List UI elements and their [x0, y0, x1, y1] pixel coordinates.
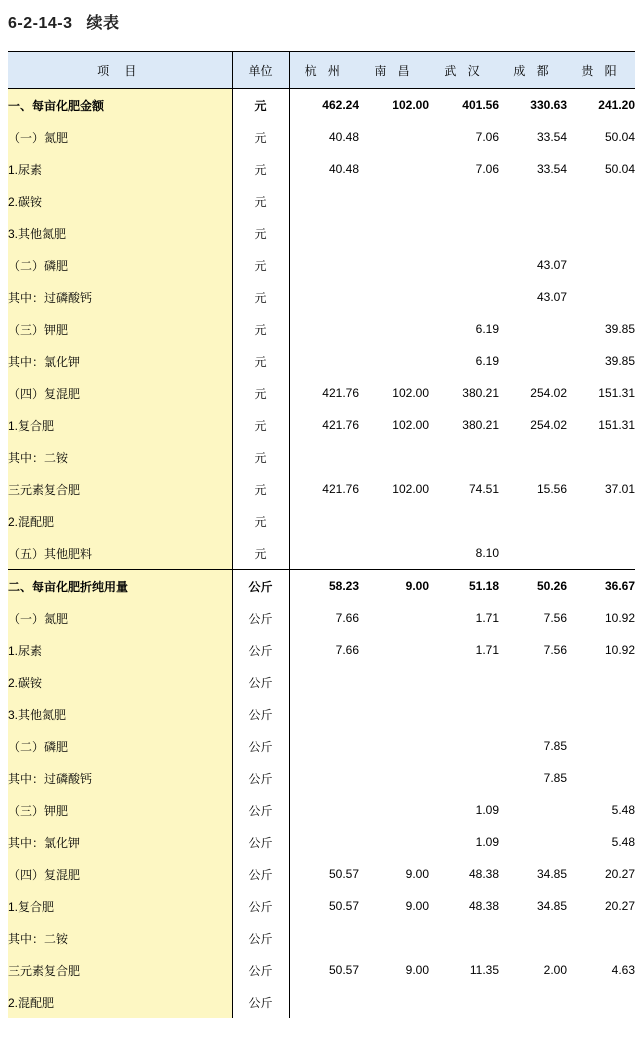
row-value: [499, 313, 567, 345]
row-value: [429, 249, 499, 281]
row-value: [429, 986, 499, 1018]
row-value: 421.76: [289, 377, 359, 409]
row-label: 其中：氯化钾: [8, 345, 232, 377]
row-value: [289, 185, 359, 217]
row-label: 1.尿素: [8, 153, 232, 185]
row-value: [499, 826, 567, 858]
row-value: 7.06: [429, 153, 499, 185]
row-value: [359, 217, 429, 249]
row-value: 51.18: [429, 570, 499, 603]
row-value: 40.48: [289, 121, 359, 153]
row-value: [429, 217, 499, 249]
row-value: [567, 249, 635, 281]
row-value: 7.56: [499, 634, 567, 666]
row-value: 50.57: [289, 954, 359, 986]
row-value: 102.00: [359, 89, 429, 122]
row-value: 43.07: [499, 281, 567, 313]
row-value: 151.31: [567, 377, 635, 409]
row-value: [429, 762, 499, 794]
row-value: [567, 666, 635, 698]
row-label: 其中：过磷酸钙: [8, 281, 232, 313]
row-unit: 元: [232, 121, 289, 153]
row-value: 2.00: [499, 954, 567, 986]
table-row: [8, 890, 635, 922]
row-unit: 元: [232, 313, 289, 345]
row-value: [289, 666, 359, 698]
row-value: [499, 698, 567, 730]
row-value: [567, 730, 635, 762]
row-value: 7.06: [429, 121, 499, 153]
row-value: [499, 986, 567, 1018]
row-value: 50.26: [499, 570, 567, 603]
row-value: [359, 794, 429, 826]
column-header-city-2: 武 汉: [429, 52, 499, 89]
row-value: [567, 505, 635, 537]
row-value: 241.20: [567, 89, 635, 122]
row-unit: 元: [232, 505, 289, 537]
row-label: 2.碳铵: [8, 185, 232, 217]
row-value: 50.04: [567, 121, 635, 153]
row-value: [359, 345, 429, 377]
row-value: 50.04: [567, 153, 635, 185]
row-value: 7.66: [289, 602, 359, 634]
row-value: 330.63: [499, 89, 567, 122]
row-value: [289, 922, 359, 954]
data-table: [8, 51, 635, 1018]
row-value: 102.00: [359, 473, 429, 505]
row-value: 380.21: [429, 377, 499, 409]
header-row: [8, 52, 635, 89]
row-unit: 公斤: [232, 666, 289, 698]
row-value: 39.85: [567, 313, 635, 345]
table-row: [8, 153, 635, 185]
row-value: 9.00: [359, 858, 429, 890]
row-value: [567, 537, 635, 570]
row-label: 三元素复合肥: [8, 473, 232, 505]
row-unit: 公斤: [232, 922, 289, 954]
row-value: [359, 281, 429, 313]
row-value: 43.07: [499, 249, 567, 281]
row-value: 1.09: [429, 794, 499, 826]
row-value: 462.24: [289, 89, 359, 122]
row-value: 39.85: [567, 345, 635, 377]
row-value: 5.48: [567, 794, 635, 826]
table-row: [8, 473, 635, 505]
row-label: （一）氮肥: [8, 602, 232, 634]
table-body: [8, 89, 635, 1019]
row-value: 380.21: [429, 409, 499, 441]
row-unit: 元: [232, 281, 289, 313]
row-value: [499, 922, 567, 954]
row-value: 9.00: [359, 570, 429, 603]
table-row: [8, 377, 635, 409]
row-label: 其中：二铵: [8, 922, 232, 954]
row-value: [289, 249, 359, 281]
table-row: [8, 762, 635, 794]
row-unit: 公斤: [232, 698, 289, 730]
row-value: [359, 185, 429, 217]
row-value: 74.51: [429, 473, 499, 505]
row-value: [499, 505, 567, 537]
row-value: [429, 281, 499, 313]
row-value: [567, 986, 635, 1018]
row-value: 15.56: [499, 473, 567, 505]
row-unit: 元: [232, 249, 289, 281]
row-value: [429, 185, 499, 217]
row-value: [359, 762, 429, 794]
row-label: 其中：二铵: [8, 441, 232, 473]
row-unit: 元: [232, 441, 289, 473]
row-value: 421.76: [289, 473, 359, 505]
row-value: 151.31: [567, 409, 635, 441]
row-value: [567, 441, 635, 473]
row-value: 10.92: [567, 634, 635, 666]
row-label: 其中：氯化钾: [8, 826, 232, 858]
row-value: [359, 153, 429, 185]
row-value: 10.92: [567, 602, 635, 634]
row-value: [289, 826, 359, 858]
row-value: [289, 986, 359, 1018]
table-row: [8, 602, 635, 634]
row-value: [567, 762, 635, 794]
row-value: [499, 537, 567, 570]
row-value: [499, 666, 567, 698]
row-label: 三元素复合肥: [8, 954, 232, 986]
row-value: 401.56: [429, 89, 499, 122]
row-unit: 元: [232, 537, 289, 570]
row-value: [359, 505, 429, 537]
row-value: [289, 794, 359, 826]
table-row: [8, 922, 635, 954]
row-value: 48.38: [429, 858, 499, 890]
row-label: （五）其他肥料: [8, 537, 232, 570]
row-label: 2.碳铵: [8, 666, 232, 698]
row-unit: 公斤: [232, 634, 289, 666]
row-value: [289, 313, 359, 345]
row-unit: 元: [232, 153, 289, 185]
row-value: [289, 441, 359, 473]
row-value: [567, 698, 635, 730]
row-value: [429, 441, 499, 473]
row-value: 9.00: [359, 890, 429, 922]
row-value: [359, 986, 429, 1018]
row-value: [429, 505, 499, 537]
row-label: 二、每亩化肥折纯用量: [8, 570, 232, 603]
row-label: （三）钾肥: [8, 313, 232, 345]
row-value: [499, 345, 567, 377]
table-code: 6-2-14-3: [8, 15, 73, 32]
row-value: 20.27: [567, 890, 635, 922]
column-header-item: 项 目: [8, 52, 232, 89]
table-row: [8, 570, 635, 603]
row-value: 50.57: [289, 858, 359, 890]
row-label: （二）磷肥: [8, 730, 232, 762]
row-value: [359, 922, 429, 954]
row-unit: 公斤: [232, 986, 289, 1018]
row-value: 7.66: [289, 634, 359, 666]
table-row: [8, 826, 635, 858]
row-value: 1.71: [429, 602, 499, 634]
table-row: [8, 986, 635, 1018]
row-value: [499, 217, 567, 249]
row-value: 33.54: [499, 121, 567, 153]
page-title: [0, 0, 643, 33]
row-value: [429, 730, 499, 762]
row-value: 1.09: [429, 826, 499, 858]
row-value: [359, 313, 429, 345]
row-label: （四）复混肥: [8, 858, 232, 890]
row-value: 1.71: [429, 634, 499, 666]
row-value: [359, 249, 429, 281]
table-row: [8, 537, 635, 570]
row-value: [359, 537, 429, 570]
table-subtitle: 续表: [86, 15, 120, 32]
row-unit: 公斤: [232, 602, 289, 634]
row-value: [359, 602, 429, 634]
row-value: 6.19: [429, 313, 499, 345]
table-row: [8, 730, 635, 762]
row-unit: 公斤: [232, 954, 289, 986]
row-value: 5.48: [567, 826, 635, 858]
table-row: [8, 794, 635, 826]
table-row: [8, 634, 635, 666]
row-label: 3.其他氮肥: [8, 217, 232, 249]
row-label: （二）磷肥: [8, 249, 232, 281]
row-label: （三）钾肥: [8, 794, 232, 826]
row-label: 1.尿素: [8, 634, 232, 666]
row-value: [359, 121, 429, 153]
column-header-city-4: 贵 阳: [567, 52, 635, 89]
row-unit: 元: [232, 89, 289, 122]
column-header-city-1: 南 昌: [359, 52, 429, 89]
table-row: [8, 345, 635, 377]
row-value: [429, 922, 499, 954]
row-value: [429, 666, 499, 698]
table-row: [8, 185, 635, 217]
row-value: [359, 826, 429, 858]
row-value: 8.10: [429, 537, 499, 570]
row-value: 37.01: [567, 473, 635, 505]
row-value: [289, 730, 359, 762]
row-value: [289, 698, 359, 730]
row-value: 36.67: [567, 570, 635, 603]
row-value: [359, 634, 429, 666]
row-value: 254.02: [499, 377, 567, 409]
row-unit: 公斤: [232, 890, 289, 922]
row-value: 254.02: [499, 409, 567, 441]
row-value: 6.19: [429, 345, 499, 377]
row-label: （一）氮肥: [8, 121, 232, 153]
table-row: [8, 409, 635, 441]
row-unit: 元: [232, 185, 289, 217]
row-value: 421.76: [289, 409, 359, 441]
table-row: [8, 281, 635, 313]
row-value: 102.00: [359, 409, 429, 441]
row-value: [499, 794, 567, 826]
row-label: 一、每亩化肥金额: [8, 89, 232, 122]
row-value: 102.00: [359, 377, 429, 409]
row-value: 34.85: [499, 890, 567, 922]
row-value: 7.85: [499, 762, 567, 794]
row-value: 9.00: [359, 954, 429, 986]
table-row: [8, 698, 635, 730]
row-value: 48.38: [429, 890, 499, 922]
row-unit: 公斤: [232, 570, 289, 603]
row-label: 1.复合肥: [8, 409, 232, 441]
row-unit: 公斤: [232, 730, 289, 762]
table-header: [8, 52, 635, 89]
table-row: [8, 505, 635, 537]
row-value: 33.54: [499, 153, 567, 185]
row-value: 34.85: [499, 858, 567, 890]
row-label: 2.混配肥: [8, 505, 232, 537]
row-value: 7.56: [499, 602, 567, 634]
row-label: 2.混配肥: [8, 986, 232, 1018]
table-row: [8, 441, 635, 473]
column-header-unit: 单位: [232, 52, 289, 89]
row-value: 20.27: [567, 858, 635, 890]
row-value: [289, 345, 359, 377]
table-row: [8, 89, 635, 122]
row-value: 58.23: [289, 570, 359, 603]
row-value: [289, 762, 359, 794]
row-value: [499, 441, 567, 473]
row-value: [289, 281, 359, 313]
table-row: [8, 249, 635, 281]
row-value: 40.48: [289, 153, 359, 185]
row-unit: 公斤: [232, 794, 289, 826]
row-value: 4.63: [567, 954, 635, 986]
row-value: 50.57: [289, 890, 359, 922]
row-value: [289, 217, 359, 249]
row-value: [567, 281, 635, 313]
row-value: [499, 185, 567, 217]
row-unit: 公斤: [232, 826, 289, 858]
row-value: 7.85: [499, 730, 567, 762]
row-label: 其中：过磷酸钙: [8, 762, 232, 794]
row-value: [359, 730, 429, 762]
table-row: [8, 121, 635, 153]
row-unit: 元: [232, 473, 289, 505]
table-row: [8, 666, 635, 698]
row-value: 11.35: [429, 954, 499, 986]
row-value: [567, 217, 635, 249]
row-value: [359, 441, 429, 473]
row-unit: 公斤: [232, 762, 289, 794]
row-value: [429, 698, 499, 730]
row-value: [567, 185, 635, 217]
table-row: [8, 954, 635, 986]
row-unit: 元: [232, 409, 289, 441]
row-value: [289, 505, 359, 537]
table-row: [8, 313, 635, 345]
row-label: 1.复合肥: [8, 890, 232, 922]
column-header-city-0: 杭 州: [289, 52, 359, 89]
table-row: [8, 858, 635, 890]
column-header-city-3: 成 都: [499, 52, 567, 89]
row-value: [359, 698, 429, 730]
row-unit: 元: [232, 377, 289, 409]
row-unit: 公斤: [232, 858, 289, 890]
table-row: [8, 217, 635, 249]
row-value: [359, 666, 429, 698]
row-label: （四）复混肥: [8, 377, 232, 409]
row-value: [567, 922, 635, 954]
row-label: 3.其他氮肥: [8, 698, 232, 730]
row-unit: 元: [232, 217, 289, 249]
row-value: [289, 537, 359, 570]
row-unit: 元: [232, 345, 289, 377]
